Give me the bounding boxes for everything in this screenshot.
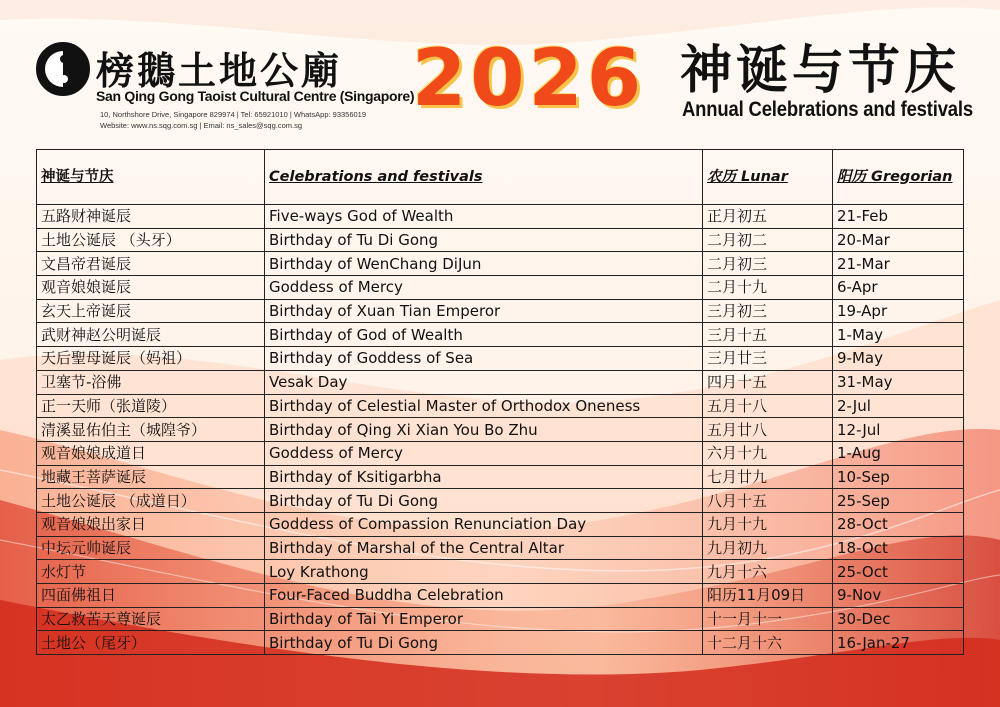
cell-cn: 正一天师（张道陵）	[37, 394, 265, 418]
cell-cn: 土地公诞辰 （头牙）	[37, 228, 265, 252]
cell-gregorian: 6-Apr	[833, 276, 964, 300]
cell-gregorian: 10-Sep	[833, 465, 964, 489]
table-row	[37, 323, 964, 347]
cell-gregorian: 25-Oct	[833, 560, 964, 584]
cell-gregorian: 16-Jan-27	[833, 631, 964, 655]
table-row	[37, 418, 964, 442]
cell-en: Birthday of Tu Di Gong	[265, 631, 703, 655]
cell-gregorian: 19-Apr	[833, 299, 964, 323]
header-cn: 神诞与节庆	[37, 150, 265, 205]
cell-cn: 武财神赵公明诞辰	[37, 323, 265, 347]
table-row	[37, 299, 964, 323]
cell-lunar: 九月十六	[703, 560, 833, 584]
cell-lunar: 十二月十六	[703, 631, 833, 655]
table-row	[37, 465, 964, 489]
celebrations-table	[36, 149, 964, 655]
cell-lunar: 二月十九	[703, 276, 833, 300]
cell-cn: 太乙救苦天尊诞辰	[37, 607, 265, 631]
cell-gregorian: 20-Mar	[833, 228, 964, 252]
cell-lunar: 四月十五	[703, 370, 833, 394]
table-row	[37, 560, 964, 584]
cell-en: Goddess of Mercy	[265, 276, 703, 300]
cell-gregorian: 31-May	[833, 370, 964, 394]
organization-name-cn: 榜鵝土地公廟	[96, 48, 343, 93]
cell-cn: 清溪显佑伯主（城隍爷）	[37, 418, 265, 442]
cell-cn: 地藏王菩萨诞辰	[37, 465, 265, 489]
cell-en: Four-Faced Buddha Celebration	[265, 584, 703, 608]
cell-en: Birthday of Xuan Tian Emperor	[265, 299, 703, 323]
cell-lunar: 八月十五	[703, 489, 833, 513]
cell-cn: 土地公诞辰 （成道日）	[37, 489, 265, 513]
table-row	[37, 370, 964, 394]
table-row	[37, 347, 964, 371]
cell-cn: 卫塞节-浴佛	[37, 370, 265, 394]
cell-en: Birthday of Ksitigarbha	[265, 465, 703, 489]
cell-en: Goddess of Compassion Renunciation Day	[265, 512, 703, 536]
cell-lunar: 九月初九	[703, 536, 833, 560]
cell-lunar: 三月廿三	[703, 347, 833, 371]
cell-en: Goddess of Mercy	[265, 441, 703, 465]
cell-gregorian: 12-Jul	[833, 418, 964, 442]
table-row	[37, 512, 964, 536]
cell-en: Birthday of Qing Xi Xian You Bo Zhu	[265, 418, 703, 442]
cell-en: Birthday of Tai Yi Emperor	[265, 607, 703, 631]
cell-gregorian: 18-Oct	[833, 536, 964, 560]
page-title-cn: 神诞与节庆	[680, 40, 961, 101]
cell-lunar: 十一月十一	[703, 607, 833, 631]
table-row	[37, 228, 964, 252]
cell-lunar: 二月初三	[703, 252, 833, 276]
cell-lunar: 三月初三	[703, 299, 833, 323]
cell-gregorian: 1-May	[833, 323, 964, 347]
table-row	[37, 489, 964, 513]
cell-en: Birthday of God of Wealth	[265, 323, 703, 347]
cell-gregorian: 25-Sep	[833, 489, 964, 513]
header	[0, 0, 1000, 140]
cell-lunar: 二月初二	[703, 228, 833, 252]
organization-address: 10, Northshore Drive, Singapore 829974 | Tel: 65921010 | WhatsApp: 93356019	[100, 110, 367, 119]
year-heading: 2026	[412, 34, 646, 124]
cell-en: Birthday of WenChang DiJun	[265, 252, 703, 276]
cell-en: Birthday of Marshal of the Central Altar	[265, 536, 703, 560]
table-row	[37, 607, 964, 631]
cell-gregorian: 9-Nov	[833, 584, 964, 608]
table-header-row	[37, 150, 964, 205]
cell-cn: 文昌帝君诞辰	[37, 252, 265, 276]
cell-gregorian: 2-Jul	[833, 394, 964, 418]
cell-en: Vesak Day	[265, 370, 703, 394]
cell-gregorian: 30-Dec	[833, 607, 964, 631]
cell-cn: 天后聖母诞辰（妈祖）	[37, 347, 265, 371]
cell-cn: 中坛元帅诞辰	[37, 536, 265, 560]
table-row	[37, 584, 964, 608]
cell-lunar: 三月十五	[703, 323, 833, 347]
cell-cn: 五路财神诞辰	[37, 205, 265, 229]
cell-gregorian: 1-Aug	[833, 441, 964, 465]
table-row	[37, 631, 964, 655]
header-en: Celebrations and festivals	[265, 150, 703, 205]
cell-en: Birthday of Tu Di Gong	[265, 489, 703, 513]
cell-en: Birthday of Goddess of Sea	[265, 347, 703, 371]
organization-contact: Website: www.ns.sqg.com.sg | Email: ns_sales@sqg.com.sg	[100, 121, 302, 130]
cell-cn: 玄天上帝诞辰	[37, 299, 265, 323]
table-row	[37, 394, 964, 418]
page-title-en: Annual Celebrations and festivals	[682, 98, 973, 121]
cell-lunar: 五月十八	[703, 394, 833, 418]
cell-cn: 水灯节	[37, 560, 265, 584]
cell-en: Loy Krathong	[265, 560, 703, 584]
cell-cn: 观音娘娘诞辰	[37, 276, 265, 300]
cell-lunar: 六月十九	[703, 441, 833, 465]
cell-lunar: 阳历11月09日	[703, 584, 833, 608]
table-row	[37, 536, 964, 560]
cell-cn: 土地公（尾牙）	[37, 631, 265, 655]
cell-lunar: 七月廿九	[703, 465, 833, 489]
cell-en: Birthday of Tu Di Gong	[265, 228, 703, 252]
header-lunar: 农历 Lunar	[703, 150, 833, 205]
cell-en: Birthday of Celestial Master of Orthodox Oneness	[265, 394, 703, 418]
header-gregorian: 阳历 Gregorian	[833, 150, 964, 205]
cell-cn: 观音娘娘出家日	[37, 512, 265, 536]
cell-lunar: 九月十九	[703, 512, 833, 536]
table-row	[37, 205, 964, 229]
cell-lunar: 五月廿八	[703, 418, 833, 442]
cell-gregorian: 9-May	[833, 347, 964, 371]
cell-gregorian: 21-Mar	[833, 252, 964, 276]
table-row	[37, 252, 964, 276]
cell-en: Five-ways God of Wealth	[265, 205, 703, 229]
cell-gregorian: 21-Feb	[833, 205, 964, 229]
table-row	[37, 276, 964, 300]
cell-cn: 四面佛祖日	[37, 584, 265, 608]
table-row	[37, 441, 964, 465]
cell-cn: 观音娘娘成道日	[37, 441, 265, 465]
cell-gregorian: 28-Oct	[833, 512, 964, 536]
cell-lunar: 正月初五	[703, 205, 833, 229]
temple-logo-icon	[36, 42, 90, 96]
organization-name-en: San Qing Gong Taoist Cultural Centre (Singapore)	[96, 88, 415, 104]
